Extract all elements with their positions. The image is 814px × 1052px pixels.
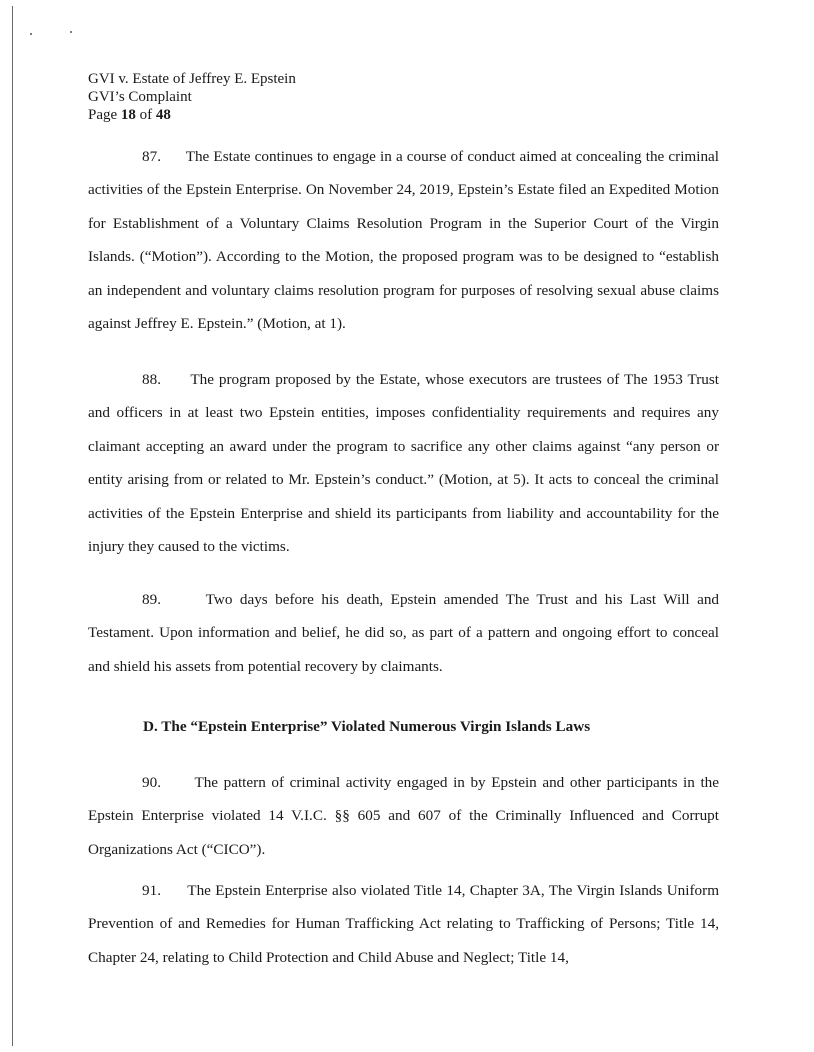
scan-speck bbox=[30, 33, 32, 35]
page-of: of bbox=[139, 107, 153, 123]
document-header bbox=[88, 70, 296, 124]
paragraph-90 bbox=[88, 766, 719, 866]
paragraph-text: The pattern of criminal activity engaged in by Epstein and other participants in the Epstein Enterprise violated 14 V.I.C. §§ 605 and 607 of the Criminally Influenced and Corrupt Organizations Act (“CICO”). bbox=[88, 774, 719, 858]
paragraph-number: 88. bbox=[142, 371, 161, 388]
scan-edge-line bbox=[12, 6, 13, 1046]
page-total: 48 bbox=[155, 107, 171, 123]
paragraph-number: 89. bbox=[142, 591, 161, 608]
paragraph-text: The Epstein Enterprise also violated Title 14, Chapter 3A, The Virgin Islands Uniform Prevention of and Remedies for Human Trafficking Act relating to Trafficking of Persons; Title 14, Chapter 24, relating to Child Protection and Child Abuse and Neglect; Title 14, bbox=[88, 882, 720, 966]
paragraph-88 bbox=[88, 363, 719, 563]
scan-speck bbox=[70, 31, 72, 33]
page-prefix: Page bbox=[88, 107, 118, 123]
paragraph-text: The Estate continues to engage in a course of conduct aimed at concealing the criminal activities of the Epstein Enterprise. On November 24, 2019, Epstein’s Estate filed an Expedited Motion for Establishment of a Voluntary Claims Resolution Program in the Superior Court of the Virgin Islands. (“Motion”). According to the Motion, the proposed program was to be designed to “establish an independent and voluntary claims resolution program for purposes of resolving sexual abuse claims against Jeffrey E. Epstein.” (Motion, at 1). bbox=[88, 148, 719, 333]
document-title: GVI’s Complaint bbox=[88, 89, 192, 105]
page-current: 18 bbox=[120, 107, 136, 123]
paragraph-87 bbox=[88, 140, 719, 340]
section-heading: D. The “Epstein Enterprise” Violated Numerous Virgin Islands Laws bbox=[143, 718, 591, 735]
paragraph-number: 91. bbox=[142, 882, 161, 899]
paragraph-number: 90. bbox=[142, 774, 161, 791]
paragraph-91 bbox=[88, 874, 719, 974]
paragraph-text: Two days before his death, Epstein amended The Trust and his Last Will and Testament. Upon information and belief, he did so, as part of a pattern and ongoing effort to conceal and shield his assets from potential recovery by claimants. bbox=[88, 591, 720, 675]
paragraph-text: The program proposed by the Estate, whose executors are trustees of The 1953 Trust and officers in at least two Epstein entities, imposes confidentiality requirements and requires any claimant accepting an award under the program to sacrifice any other claims against “any person or entity arising from or related to Mr. Epstein’s conduct.” (Motion, at 5). It acts to conceal the criminal activities of the Epstein Enterprise and shield its participants from liability and accountability for the injury they caused to the victims. bbox=[88, 371, 720, 556]
paragraph-number: 87. bbox=[142, 148, 161, 165]
case-caption: GVI v. Estate of Jeffrey E. Epstein bbox=[88, 71, 296, 87]
page-number bbox=[88, 106, 296, 124]
paragraph-89 bbox=[88, 583, 719, 683]
